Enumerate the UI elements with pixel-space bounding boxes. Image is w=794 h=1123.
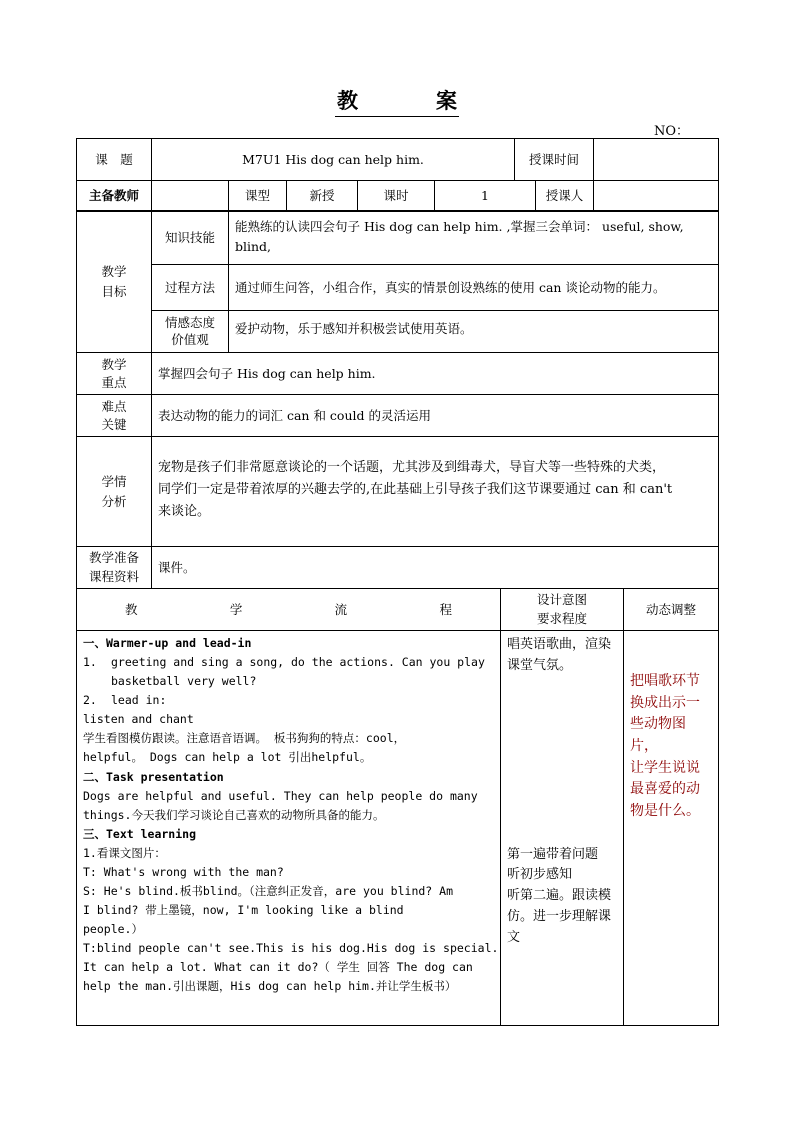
list-item: 1. greeting and sing a song, do the actions. Can you play bbox=[83, 655, 485, 670]
section-warmup-title: 一、Warmer-up and lead-in bbox=[83, 636, 252, 650]
section-task-title: 二、Task presentation bbox=[83, 769, 224, 784]
focus-label: 教学 重点 bbox=[77, 353, 152, 395]
hours-label: 课时 bbox=[358, 181, 435, 212]
time-label: 授课时间 bbox=[515, 139, 594, 181]
process-label: 过程方法 bbox=[152, 265, 229, 311]
lecturer-value bbox=[594, 181, 719, 212]
list-item: 2. lead in: bbox=[83, 693, 167, 708]
time-value bbox=[594, 139, 719, 181]
flow-content: 一、Warmer-up and lead-in 1. greeting and sing a song, do the actions. Can you play basketball very well? 2. lead in: listen and chant 学生看图模仿跟读。注意语音语调。 板书狗狗的特点：cool， helpful。 Dogs can help a lot 引出helpful。 二、Task presentation Dogs are helpful and useful. They can help people do many things.今天我们学习谈论自己喜欢的动物所具备的能力。 三、Text learning 1.看课文图片： T: What's wrong with the man? S: He's blind.板书blind。（注意纠正发音，are you blind? Am I blind? 带上墨镜，now, I'm looking like a blind people.） T:blind people can't see.This is his dog.His dog is special. It can help a lot. What can it do?（ 学生 回答 The dog can help the man.引出课题，His dog can help him.并让学生板书） bbox=[77, 631, 501, 1026]
prep-text: 课件。 bbox=[152, 547, 719, 589]
difficulty-label: 难点 关键 bbox=[77, 395, 152, 437]
lesson-value: M7U1 His dog can help him. bbox=[152, 139, 515, 181]
design-header: 设计意图 要求程度 bbox=[501, 589, 624, 631]
analysis-text: 宠物是孩子们非常愿意谈论的一个话题，尤其涉及到缉毒犬，导盲犬等一些特殊的犬类， 同学们一定是带着浓厚的兴趣去学的,在此基础上引导孩子我们这节课要通过 can 和 can't 来谈论。 bbox=[152, 437, 719, 547]
hours-value: 1 bbox=[435, 181, 536, 212]
prep-label: 教学准备 课程资料 bbox=[77, 547, 152, 589]
teacher-value bbox=[152, 181, 229, 212]
flow-header: 教 学 流 程 bbox=[77, 589, 501, 631]
process-text: 通过师生问答，小组合作，真实的情景创设熟练的使用 can 谈论动物的能力。 bbox=[229, 265, 719, 311]
type-value: 新授 bbox=[287, 181, 358, 212]
goals-label: 教学 目标 bbox=[77, 211, 152, 353]
emotion-text: 爱护动物，乐于感知并积极尝试使用英语。 bbox=[229, 311, 719, 353]
emotion-label: 情感态度 价值观 bbox=[152, 311, 229, 353]
knowledge-label: 知识技能 bbox=[152, 211, 229, 265]
goals-table bbox=[76, 210, 719, 589]
lesson-info-table bbox=[76, 138, 719, 212]
section-text-title: 三、Text learning bbox=[83, 826, 197, 841]
adjust-notes: 把唱歌环节 换成出示一 些动物图片， 让学生说说 最喜爱的动 物是什么。 bbox=[624, 631, 719, 1026]
design-notes: 唱英语歌曲，渲染 课堂气氛。 第一遍带着问题 听初步感知 听第二遍。跟读模 仿。进一步理解课 文 bbox=[501, 631, 624, 1026]
lecturer-label: 授课人 bbox=[536, 181, 594, 212]
teacher-label: 主备教师 bbox=[77, 181, 152, 212]
difficulty-text: 表达动物的能力的词汇 can 和 could 的灵活运用 bbox=[152, 395, 719, 437]
document-title bbox=[0, 85, 794, 117]
knowledge-text: 能熟练的认读四会句子 His dog can help him. ,掌握三会单词： useful, show, blind, bbox=[229, 211, 719, 265]
title-char-1: 教 bbox=[337, 88, 358, 113]
number-label: NO： bbox=[654, 124, 690, 139]
lesson-label: 课 题 bbox=[77, 139, 152, 181]
adjust-header: 动态调整 bbox=[624, 589, 719, 631]
analysis-label: 学情 分析 bbox=[77, 437, 152, 547]
focus-text: 掌握四会句子 His dog can help him. bbox=[152, 353, 719, 395]
title-char-2: 案 bbox=[436, 88, 457, 113]
process-table bbox=[76, 588, 719, 1026]
type-label: 课型 bbox=[229, 181, 287, 212]
